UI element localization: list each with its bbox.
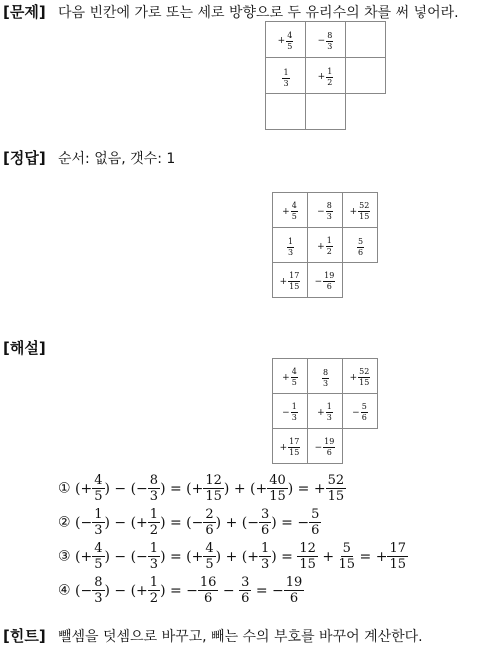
equation-text: ) + (+ [223, 480, 268, 497]
equation-fraction: $\frac{19}{6}$ [285, 575, 303, 606]
fraction: 1 3 [283, 67, 289, 88]
equation-fraction: $\frac{17}{15}$ [389, 541, 406, 572]
equation-4 [58, 576, 304, 605]
equation-fraction: $\frac{40}{15}$ [269, 473, 286, 504]
fraction: $\frac{5}{6}$ [361, 402, 367, 423]
equation-fraction: $\frac{4}{5}$ [94, 473, 103, 504]
grid-cell [308, 394, 343, 429]
equation-fraction: $\frac{5}{6}$ [311, 507, 320, 538]
sign: − [352, 407, 360, 418]
fraction: $\frac{4}{5}$ [291, 367, 297, 388]
equation-text: ) + (+ [215, 548, 259, 565]
equation-text: − [218, 582, 240, 599]
problem-text: 다음 빈칸에 가로 또는 세로 방향으로 두 유리수의 차를 써 넣어라. [58, 5, 459, 21]
fraction: 5 6 [357, 237, 364, 258]
fraction: $\frac{1}{3}$ [291, 402, 297, 423]
grid-cell [273, 263, 308, 298]
sign: + [277, 36, 286, 47]
equation-fraction: $\frac{1}{2}$ [149, 575, 159, 606]
equation-fraction: $\frac{12}{15}$ [299, 541, 316, 572]
hint-tag: [힌트] [3, 627, 46, 645]
fraction: $\frac{17}{15}$ [289, 437, 300, 458]
equation-fraction: $\frac{8}{3}$ [94, 575, 103, 606]
equation-fraction: $\frac{4}{5}$ [205, 541, 214, 572]
explanation-tag: [해설] [3, 339, 46, 357]
sign: + [317, 241, 325, 252]
grid-cell [273, 394, 308, 429]
fraction: $\frac{52}{15}$ [359, 367, 370, 388]
equation-fraction: $\frac{1}{3}$ [260, 541, 270, 572]
grid-cell[interactable] [346, 22, 386, 58]
grid-cell [308, 263, 343, 298]
equation-fraction: $\frac{3}{6}$ [260, 507, 270, 538]
answer-grid [272, 192, 378, 298]
equation-text: (− [75, 514, 93, 531]
equation-text: ) − (+ [104, 582, 148, 599]
fraction: $\frac{52}{15}$ [359, 201, 370, 222]
equation-fraction: $\frac{16}{6}$ [199, 575, 217, 606]
problem-grid [265, 21, 386, 130]
grid-cell [273, 228, 308, 263]
grid-cell [343, 359, 378, 394]
equation-fraction: $\frac{4}{5}$ [94, 541, 103, 572]
sign: + [349, 372, 358, 383]
grid-cell [346, 94, 386, 130]
equation-text: ) = [271, 548, 298, 565]
fraction: $\frac{1}{3}$ [326, 402, 332, 423]
hint-text: 뺄셈을 덧셈으로 바꾸고, 빼는 수의 부호를 바꾸어 계산한다. [58, 629, 423, 645]
equation-text: ) − (− [104, 548, 148, 565]
equation-text: ) = + [287, 480, 326, 497]
grid-cell [308, 228, 343, 263]
fraction: 1 3 [287, 237, 294, 258]
answer-tag: [정답] [3, 149, 46, 167]
equation-fraction: $\frac{12}{15}$ [205, 473, 222, 504]
equation-text: = + [355, 548, 388, 565]
equation-fraction: $\frac{1}{3}$ [94, 507, 103, 538]
grid-cell [266, 22, 306, 58]
equation-text: (− [75, 582, 93, 599]
grid-cell [308, 359, 343, 394]
problem-tag: [문제] [3, 3, 46, 21]
fraction: $\frac{19}{6}$ [324, 271, 335, 292]
explanation-grid [272, 358, 378, 464]
sign: − [282, 407, 290, 418]
equation-3 [58, 542, 408, 571]
fraction: $\frac{1}{2}$ [326, 236, 332, 257]
sign: − [317, 36, 326, 47]
sign: + [282, 372, 290, 383]
grid-cell [343, 228, 378, 263]
equation-1 [58, 474, 346, 503]
sign: − [314, 276, 323, 287]
equation-text: ) + (− [215, 514, 259, 531]
fraction: $\frac{4}{5}$ [287, 30, 293, 51]
grid-cell [343, 263, 378, 298]
equation-fraction: $\frac{1}{3}$ [149, 541, 159, 572]
grid-cell [308, 429, 343, 464]
fraction: $\frac{4}{5}$ [291, 201, 297, 222]
fraction: 8 3 [322, 368, 329, 389]
sign: + [279, 442, 288, 453]
equation-fraction: $\frac{52}{15}$ [327, 473, 345, 504]
sign: + [279, 276, 288, 287]
equation-text: ) − (− [104, 480, 148, 497]
grid-cell[interactable] [266, 94, 306, 130]
grid-cell [306, 58, 346, 94]
fraction: $\frac{1}{2}$ [327, 66, 333, 87]
sign: + [282, 206, 290, 217]
fraction: $\frac{17}{15}$ [289, 271, 300, 292]
sign: − [314, 442, 323, 453]
grid-cell [306, 22, 346, 58]
equation-text: ) = (− [160, 514, 204, 531]
equation-text: ) = (+ [160, 548, 204, 565]
equation-fraction: $\frac{8}{3}$ [149, 473, 159, 504]
equation-fraction: $\frac{5}{15}$ [338, 541, 356, 572]
answer-text: 순서: 없음, 갯수: 1 [58, 151, 176, 167]
grid-cell [273, 193, 308, 228]
grid-cell[interactable] [306, 94, 346, 130]
grid-cell [273, 359, 308, 394]
grid-cell [266, 58, 306, 94]
fraction: $\frac{8}{3}$ [327, 30, 333, 51]
fraction: $\frac{8}{3}$ [326, 201, 332, 222]
grid-cell [343, 429, 378, 464]
equation-fraction: $\frac{3}{6}$ [241, 575, 250, 606]
equation-fraction: $\frac{1}{2}$ [149, 507, 159, 538]
fraction: $\frac{19}{6}$ [324, 437, 335, 458]
equation-text: + [317, 548, 339, 565]
equation-text: = − [251, 582, 284, 599]
equation-label: ③ [58, 548, 76, 565]
equation-text: ) = − [271, 514, 310, 531]
grid-cell [343, 193, 378, 228]
equation-text: ) = (+ [160, 480, 204, 497]
sign: + [349, 206, 358, 217]
equation-text: ) = − [160, 582, 198, 599]
grid-cell [343, 394, 378, 429]
grid-cell [273, 429, 308, 464]
equation-2 [58, 508, 321, 537]
grid-cell [308, 193, 343, 228]
equation-text: (+ [75, 480, 93, 497]
sign: + [317, 407, 325, 418]
equation-label: ① [58, 480, 76, 497]
grid-cell[interactable] [346, 58, 386, 94]
sign: − [317, 206, 325, 217]
equation-text: (+ [75, 548, 93, 565]
equation-label: ② [58, 514, 76, 531]
sign: + [317, 72, 326, 83]
equation-fraction: $\frac{2}{6}$ [205, 507, 214, 538]
equation-text: ) − (+ [104, 514, 148, 531]
equation-label: ④ [58, 582, 76, 599]
